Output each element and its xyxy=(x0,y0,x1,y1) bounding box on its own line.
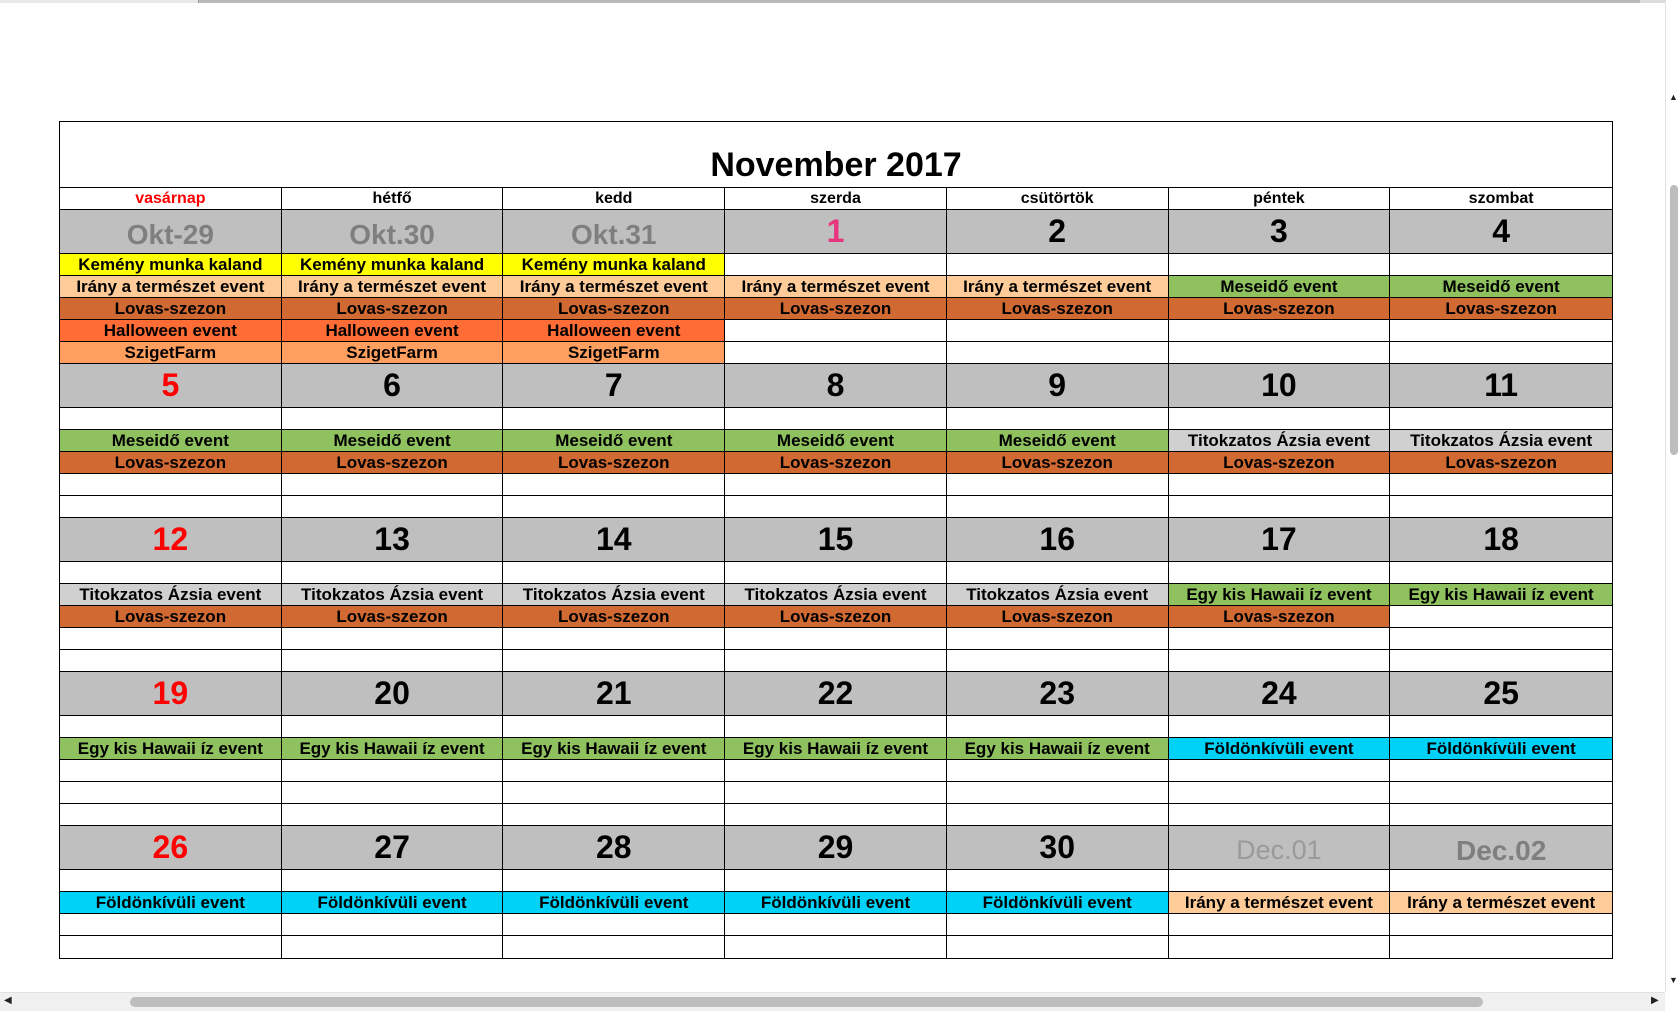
event-cell[interactable]: Földönkívüli event xyxy=(282,892,504,914)
event-cell[interactable]: Lovas-szezon xyxy=(1169,452,1391,474)
empty-cell[interactable] xyxy=(503,936,725,958)
event-cell[interactable]: Meseidő event xyxy=(947,430,1169,452)
empty-cell[interactable] xyxy=(1390,760,1612,782)
empty-cell[interactable] xyxy=(60,562,282,584)
empty-cell[interactable] xyxy=(725,782,947,804)
event-cell[interactable]: Lovas-szezon xyxy=(1169,606,1391,628)
date-cell[interactable]: 4 xyxy=(1390,210,1612,254)
event-cell[interactable]: Földönkívüli event xyxy=(503,892,725,914)
date-cell[interactable]: 29 xyxy=(725,826,947,870)
empty-cell[interactable] xyxy=(503,914,725,936)
calendar-weeks xyxy=(60,210,1612,958)
empty-cell[interactable] xyxy=(503,760,725,782)
empty-cell[interactable] xyxy=(282,408,504,430)
date-cell[interactable]: 24 xyxy=(1169,672,1391,716)
event-cell[interactable]: SzigetFarm xyxy=(282,342,504,364)
empty-cell[interactable] xyxy=(60,474,282,496)
weekday-label: hétfő xyxy=(282,188,504,210)
empty-cell[interactable] xyxy=(1390,320,1612,342)
event-cell[interactable]: SzigetFarm xyxy=(60,342,282,364)
empty-cell[interactable] xyxy=(947,782,1169,804)
week-row xyxy=(60,672,1612,826)
event-cell[interactable]: Lovas-szezon xyxy=(282,298,504,320)
empty-cell[interactable] xyxy=(282,496,504,518)
date-cell[interactable]: 23 xyxy=(947,672,1169,716)
empty-cell[interactable] xyxy=(947,936,1169,958)
empty-cell[interactable] xyxy=(503,474,725,496)
date-cell[interactable]: 1 xyxy=(725,210,947,254)
date-cell[interactable]: Okt.30 xyxy=(282,210,504,254)
empty-cell[interactable] xyxy=(725,496,947,518)
date-cell[interactable]: 9 xyxy=(947,364,1169,408)
event-cell[interactable]: Titokzatos Ázsia event xyxy=(725,584,947,606)
date-cell[interactable]: 30 xyxy=(947,826,1169,870)
empty-cell[interactable] xyxy=(60,650,282,672)
empty-cell[interactable] xyxy=(947,914,1169,936)
empty-cell[interactable] xyxy=(1169,408,1391,430)
empty-cell[interactable] xyxy=(60,760,282,782)
empty-cell[interactable] xyxy=(60,408,282,430)
event-cell[interactable]: Kemény munka kaland xyxy=(282,254,504,276)
empty-cell[interactable] xyxy=(947,870,1169,892)
empty-cell[interactable] xyxy=(282,870,504,892)
date-cell[interactable]: 27 xyxy=(282,826,504,870)
event-cell[interactable]: Földönkívüli event xyxy=(60,892,282,914)
empty-cell[interactable] xyxy=(725,408,947,430)
event-cell[interactable]: Lovas-szezon xyxy=(725,298,947,320)
date-cell[interactable]: 14 xyxy=(503,518,725,562)
empty-cell[interactable] xyxy=(1390,254,1612,276)
window-controls-strip xyxy=(1640,0,1665,3)
empty-cell[interactable] xyxy=(947,474,1169,496)
empty-cell[interactable] xyxy=(725,914,947,936)
date-cell[interactable]: 15 xyxy=(725,518,947,562)
event-cell[interactable]: Lovas-szezon xyxy=(947,298,1169,320)
empty-cell[interactable] xyxy=(1390,562,1612,584)
event-cell[interactable]: Meseidő event xyxy=(60,430,282,452)
date-cell[interactable]: Okt-29 xyxy=(60,210,282,254)
empty-cell[interactable] xyxy=(725,804,947,826)
event-cell[interactable]: Irány a természet event xyxy=(282,276,504,298)
event-cell[interactable]: SzigetFarm xyxy=(503,342,725,364)
empty-cell[interactable] xyxy=(1169,320,1391,342)
empty-cell[interactable] xyxy=(60,628,282,650)
date-cell[interactable]: 26 xyxy=(60,826,282,870)
event-cell[interactable]: Titokzatos Ázsia event xyxy=(1390,430,1612,452)
empty-cell[interactable] xyxy=(282,716,504,738)
event-cell[interactable]: Irány a természet event xyxy=(60,276,282,298)
empty-cell[interactable] xyxy=(1169,870,1391,892)
weekday-label: csütörtök xyxy=(947,188,1169,210)
empty-cell[interactable] xyxy=(947,408,1169,430)
empty-cell[interactable] xyxy=(1390,496,1612,518)
empty-cell[interactable] xyxy=(282,782,504,804)
empty-cell[interactable] xyxy=(1169,562,1391,584)
empty-cell[interactable] xyxy=(282,628,504,650)
weekday-header-row xyxy=(60,188,1612,210)
event-cell[interactable]: Kemény munka kaland xyxy=(503,254,725,276)
empty-cell[interactable] xyxy=(1169,760,1391,782)
empty-cell[interactable] xyxy=(1390,804,1612,826)
empty-cell[interactable] xyxy=(503,408,725,430)
date-cell[interactable]: 2 xyxy=(947,210,1169,254)
week-row xyxy=(60,518,1612,672)
empty-cell[interactable] xyxy=(60,716,282,738)
empty-cell[interactable] xyxy=(947,562,1169,584)
empty-cell[interactable] xyxy=(947,320,1169,342)
empty-cell[interactable] xyxy=(282,650,504,672)
window-top-strip xyxy=(0,0,1665,3)
empty-cell[interactable] xyxy=(1169,254,1391,276)
sheet-tab-strip[interactable] xyxy=(0,0,199,3)
weekday-label: kedd xyxy=(503,188,725,210)
event-cell[interactable]: Lovas-szezon xyxy=(60,452,282,474)
empty-cell[interactable] xyxy=(1169,342,1391,364)
empty-cell[interactable] xyxy=(1169,496,1391,518)
weekday-label: vasárnap xyxy=(60,188,282,210)
week-row xyxy=(60,826,1612,958)
empty-cell[interactable] xyxy=(282,804,504,826)
empty-cell[interactable] xyxy=(282,760,504,782)
date-cell[interactable]: 21 xyxy=(503,672,725,716)
empty-cell[interactable] xyxy=(725,870,947,892)
date-cell[interactable]: Dec.02 xyxy=(1390,826,1612,870)
empty-cell[interactable] xyxy=(1390,870,1612,892)
empty-cell[interactable] xyxy=(1169,936,1391,958)
scroll-left-arrow-icon[interactable]: ◀ xyxy=(4,995,12,1006)
event-cell[interactable]: Földönkívüli event xyxy=(947,892,1169,914)
horizontal-scroll-thumb[interactable] xyxy=(130,997,1483,1007)
event-cell[interactable]: Egy kis Hawaii íz event xyxy=(503,738,725,760)
event-cell[interactable]: Titokzatos Ázsia event xyxy=(503,584,725,606)
empty-cell[interactable] xyxy=(947,342,1169,364)
date-cell[interactable]: 25 xyxy=(1390,672,1612,716)
event-cell[interactable]: Földönkívüli event xyxy=(1390,738,1612,760)
empty-cell[interactable] xyxy=(503,496,725,518)
event-cell[interactable]: Titokzatos Ázsia event xyxy=(1169,430,1391,452)
empty-cell[interactable] xyxy=(1169,628,1391,650)
empty-cell[interactable] xyxy=(1390,782,1612,804)
event-cell[interactable]: Egy kis Hawaii íz event xyxy=(1169,584,1391,606)
event-cell[interactable]: Egy kis Hawaii íz event xyxy=(947,738,1169,760)
empty-cell[interactable] xyxy=(725,474,947,496)
vertical-scrollbar[interactable] xyxy=(1665,0,1680,992)
empty-cell[interactable] xyxy=(503,870,725,892)
horizontal-scrollbar[interactable] xyxy=(0,992,1665,1011)
empty-cell[interactable] xyxy=(725,254,947,276)
empty-cell[interactable] xyxy=(503,628,725,650)
event-cell[interactable]: Földönkívüli event xyxy=(725,892,947,914)
empty-cell[interactable] xyxy=(282,474,504,496)
empty-cell[interactable] xyxy=(503,782,725,804)
empty-cell[interactable] xyxy=(1169,804,1391,826)
event-cell[interactable]: Irány a természet event xyxy=(947,276,1169,298)
empty-cell[interactable] xyxy=(1390,408,1612,430)
event-cell[interactable]: Földönkívüli event xyxy=(1169,738,1391,760)
event-cell[interactable]: Egy kis Hawaii íz event xyxy=(282,738,504,760)
empty-cell[interactable] xyxy=(1169,650,1391,672)
event-cell[interactable]: Egy kis Hawaii íz event xyxy=(60,738,282,760)
date-cell[interactable]: 20 xyxy=(282,672,504,716)
event-cell[interactable]: Irány a természet event xyxy=(503,276,725,298)
event-cell[interactable]: Lovas-szezon xyxy=(1390,452,1612,474)
date-cell[interactable]: 17 xyxy=(1169,518,1391,562)
event-cell[interactable]: Kemény munka kaland xyxy=(60,254,282,276)
empty-cell[interactable] xyxy=(725,760,947,782)
empty-cell[interactable] xyxy=(947,760,1169,782)
event-cell[interactable]: Meseidő event xyxy=(1169,276,1391,298)
event-cell[interactable]: Meseidő event xyxy=(503,430,725,452)
event-cell[interactable]: Meseidő event xyxy=(282,430,504,452)
event-cell[interactable]: Irány a természet event xyxy=(725,276,947,298)
date-cell[interactable]: 7 xyxy=(503,364,725,408)
empty-cell[interactable] xyxy=(1390,606,1612,628)
calendar-sheet xyxy=(59,121,1613,959)
empty-cell[interactable] xyxy=(725,650,947,672)
empty-cell[interactable] xyxy=(1390,936,1612,958)
scroll-up-arrow-icon[interactable]: ▲ xyxy=(1669,92,1678,102)
event-cell[interactable]: Meseidő event xyxy=(725,430,947,452)
empty-cell[interactable] xyxy=(1390,474,1612,496)
event-cell[interactable]: Halloween event xyxy=(503,320,725,342)
empty-cell[interactable] xyxy=(725,320,947,342)
date-cell[interactable]: 8 xyxy=(725,364,947,408)
empty-cell[interactable] xyxy=(725,716,947,738)
empty-cell[interactable] xyxy=(1390,650,1612,672)
weekday-label: szombat xyxy=(1390,188,1612,210)
empty-cell[interactable] xyxy=(503,716,725,738)
event-cell[interactable]: Irány a természet event xyxy=(1169,892,1391,914)
event-cell[interactable]: Halloween event xyxy=(60,320,282,342)
date-cell[interactable]: 28 xyxy=(503,826,725,870)
date-cell[interactable]: 11 xyxy=(1390,364,1612,408)
event-cell[interactable]: Lovas-szezon xyxy=(503,452,725,474)
event-cell[interactable]: Titokzatos Ázsia event xyxy=(947,584,1169,606)
date-cell[interactable]: 3 xyxy=(1169,210,1391,254)
week-row xyxy=(60,210,1612,364)
event-cell[interactable]: Egy kis Hawaii íz event xyxy=(725,738,947,760)
empty-cell[interactable] xyxy=(947,716,1169,738)
scroll-down-arrow-icon[interactable]: ▼ xyxy=(1669,975,1678,985)
empty-cell[interactable] xyxy=(725,562,947,584)
empty-cell[interactable] xyxy=(947,496,1169,518)
event-cell[interactable]: Egy kis Hawaii íz event xyxy=(1390,584,1612,606)
event-cell[interactable]: Lovas-szezon xyxy=(282,452,504,474)
empty-cell[interactable] xyxy=(947,628,1169,650)
weekday-label: szerda xyxy=(725,188,947,210)
empty-cell[interactable] xyxy=(1390,628,1612,650)
event-cell[interactable]: Lovas-szezon xyxy=(1390,298,1612,320)
event-cell[interactable]: Lovas-szezon xyxy=(725,606,947,628)
event-cell[interactable]: Lovas-szezon xyxy=(60,606,282,628)
empty-cell[interactable] xyxy=(60,782,282,804)
empty-cell[interactable] xyxy=(1390,342,1612,364)
event-cell[interactable]: Lovas-szezon xyxy=(503,606,725,628)
empty-cell[interactable] xyxy=(503,804,725,826)
empty-cell[interactable] xyxy=(1169,782,1391,804)
empty-cell[interactable] xyxy=(282,914,504,936)
event-cell[interactable]: Titokzatos Ázsia event xyxy=(282,584,504,606)
vertical-scroll-thumb[interactable] xyxy=(1670,185,1678,455)
date-cell[interactable]: Okt.31 xyxy=(503,210,725,254)
empty-cell[interactable] xyxy=(1390,716,1612,738)
event-cell[interactable]: Lovas-szezon xyxy=(60,298,282,320)
empty-cell[interactable] xyxy=(60,496,282,518)
weekday-label: péntek xyxy=(1169,188,1391,210)
empty-cell[interactable] xyxy=(282,562,504,584)
event-cell[interactable]: Lovas-szezon xyxy=(282,606,504,628)
empty-cell[interactable] xyxy=(947,804,1169,826)
date-cell[interactable]: 13 xyxy=(282,518,504,562)
event-cell[interactable]: Titokzatos Ázsia event xyxy=(60,584,282,606)
empty-cell[interactable] xyxy=(60,804,282,826)
date-cell[interactable]: 12 xyxy=(60,518,282,562)
empty-cell[interactable] xyxy=(60,870,282,892)
empty-cell[interactable] xyxy=(947,650,1169,672)
calendar-title: November 2017 xyxy=(60,122,1612,188)
event-cell[interactable]: Lovas-szezon xyxy=(947,606,1169,628)
empty-cell[interactable] xyxy=(60,936,282,958)
date-cell[interactable]: 5 xyxy=(60,364,282,408)
empty-cell[interactable] xyxy=(725,936,947,958)
date-cell[interactable]: 19 xyxy=(60,672,282,716)
empty-cell[interactable] xyxy=(503,562,725,584)
event-cell[interactable]: Lovas-szezon xyxy=(725,452,947,474)
empty-cell[interactable] xyxy=(725,342,947,364)
empty-cell[interactable] xyxy=(60,914,282,936)
date-cell[interactable]: 10 xyxy=(1169,364,1391,408)
event-cell[interactable]: Lovas-szezon xyxy=(947,452,1169,474)
empty-cell[interactable] xyxy=(1169,716,1391,738)
scroll-right-arrow-icon[interactable]: ▶ xyxy=(1651,995,1659,1006)
event-cell[interactable]: Lovas-szezon xyxy=(1169,298,1391,320)
date-cell[interactable]: 18 xyxy=(1390,518,1612,562)
empty-cell[interactable] xyxy=(1169,474,1391,496)
empty-cell[interactable] xyxy=(947,254,1169,276)
event-cell[interactable]: Irány a természet event xyxy=(1390,892,1612,914)
week-row xyxy=(60,364,1612,518)
empty-cell[interactable] xyxy=(1390,914,1612,936)
date-cell[interactable]: Dec.01 xyxy=(1169,826,1391,870)
event-cell[interactable]: Halloween event xyxy=(282,320,504,342)
empty-cell[interactable] xyxy=(725,628,947,650)
empty-cell[interactable] xyxy=(282,936,504,958)
date-cell[interactable]: 6 xyxy=(282,364,504,408)
date-cell[interactable]: 16 xyxy=(947,518,1169,562)
empty-cell[interactable] xyxy=(1169,914,1391,936)
event-cell[interactable]: Lovas-szezon xyxy=(503,298,725,320)
empty-cell[interactable] xyxy=(503,650,725,672)
event-cell[interactable]: Meseidő event xyxy=(1390,276,1612,298)
date-cell[interactable]: 22 xyxy=(725,672,947,716)
